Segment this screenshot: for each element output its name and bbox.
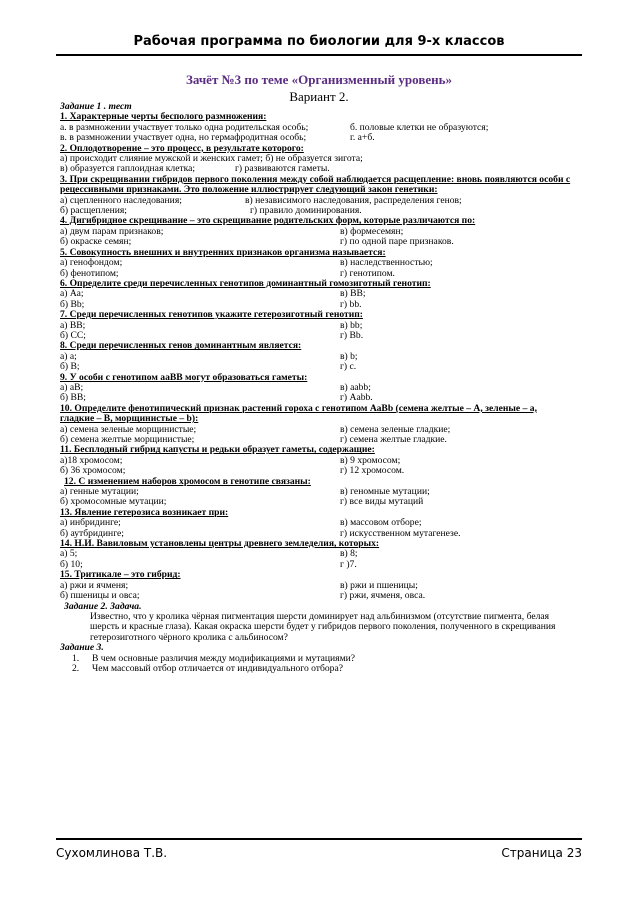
answer-option: г) 12 хромосом. [340, 466, 405, 477]
header-rule [56, 54, 582, 56]
task3-label: Задание 3. [60, 643, 104, 654]
answer-option: г) по одной паре признаков. [340, 237, 454, 248]
answer-row [60, 518, 578, 528]
question-8: 8. Среди перечисленных генов доминантным является: [60, 341, 302, 352]
answer-row [60, 196, 578, 206]
item-number: 1. [72, 653, 80, 664]
answer-row [60, 227, 578, 237]
answer-option: в) наследственностью; [340, 258, 433, 269]
question-11: 11. Бесплодный гибрид капусты и редьки образует гаметы, содержащие: [60, 445, 375, 456]
footer-rule [56, 838, 582, 840]
answer-row [60, 456, 578, 466]
answer-option: а) 5; [60, 549, 78, 560]
question-12: 12. С изменением наборов хромосом в генотипе связаны: [64, 476, 311, 487]
task2-text: Известно, что у кролика чёрная пигментация шерсти доминирует над альбинизмом (отсутствие пигмента, белая шерсть и красные глаза). Какая окраска шерсти будет у гибридов первого поколения, полученного в скрещивания гетерозиготного чёрного кролика с альбиносом? [90, 610, 556, 643]
answer-option: г. а+б. [350, 133, 375, 144]
task2-label: Задание 2. Задача. [64, 601, 142, 612]
answer-option: г) с. [340, 362, 357, 373]
answer-option: а) ржи и ячменя; [60, 580, 129, 591]
answer-option: б) Вb; [60, 299, 85, 310]
answer-row [60, 425, 578, 435]
answer-option: в. в размножении участвует одна, но гермафродитная особь; [60, 133, 307, 144]
answer-option: г )7. [340, 559, 357, 570]
answer-option: г) ржи, ячменя, овса. [340, 591, 426, 602]
answer-option: г) развиваются гаметы. [235, 164, 330, 175]
answer-option: а) генофондом; [60, 258, 123, 269]
answer-row [60, 487, 578, 497]
answer-option: а) генные мутации; [60, 487, 139, 498]
question-1: 1. Характерные черты бесполого размножения: [60, 112, 267, 123]
answer-row [60, 237, 578, 247]
answer-row [60, 393, 578, 403]
question-2: 2. Оплодотворение – это процесс, в результате которого: [60, 143, 304, 154]
answer-option: в) 9 хромосом; [340, 455, 401, 466]
question-3: 3. При скрещивании гибридов первого поколения между собой наблюдается расщепление: вновь появляются особи с [60, 174, 571, 185]
answer-option: б) 10; [60, 559, 83, 570]
answer-option: г) Вb. [340, 330, 364, 341]
question-10: 10. Определите фенотипический признак растений гороха с генотипом АаВb (семена желтые – А, зеленые – а, [60, 403, 537, 414]
task3-item [60, 654, 578, 664]
page-header: Рабочая программа по биологии для 9-х классов [133, 34, 505, 49]
answer-option: г) Aabb. [340, 393, 373, 404]
question-10-cont: гладкие – В, морщинистые – b): [60, 414, 199, 425]
answer-option: б) фенотипом; [60, 268, 119, 279]
answer-option: г) генотипом. [340, 268, 395, 279]
answer-option: в) образуется гаплоидная клетка; [60, 164, 196, 175]
answer-option: б) пшеницы и овса; [60, 591, 140, 602]
item-text: В чем основные различия между модификациями и мутациями? [92, 653, 356, 664]
test-title: Зачёт №3 по теме «Организменный уровень» [186, 72, 452, 87]
answer-row [60, 383, 578, 393]
answer-option: а) семена зеленые морщинистые; [60, 424, 197, 435]
answer-row [60, 321, 578, 331]
answer-row [60, 529, 578, 539]
answer-option: в) формесемян; [340, 226, 404, 237]
answer-option: в) bb; [340, 320, 363, 331]
answer-row [60, 331, 578, 341]
answer-option: б) аутбридинге; [60, 528, 124, 539]
answer-option: а) а; [60, 351, 77, 362]
answer-option: б) окраске семян; [60, 237, 132, 248]
answer-option: в) ржи и пшеницы; [340, 580, 418, 591]
answer-row [60, 466, 578, 476]
answer-option: а)18 хромосом; [60, 455, 123, 466]
answer-option: б) ВВ; [60, 393, 86, 404]
question-5: 5. Совокупность внешних и внутренних признаков организма называется: [60, 247, 386, 258]
answer-row [60, 435, 578, 445]
answer-option: в) 8; [340, 549, 358, 560]
answer-row [60, 123, 578, 133]
answer-row [60, 352, 578, 362]
answer-option: г) искусственном мутагенезе. [340, 528, 461, 539]
question-14: 14. Н.И. Вавиловым установлены центры древнего земледелия, которых: [60, 539, 380, 550]
answer-option: а) инбридинге; [60, 518, 121, 529]
answer-option: в) aabb; [340, 382, 371, 393]
answer-option: г) семена желтые гладкие. [340, 435, 447, 445]
answer-option: а. в размножении участвует только одна родительская особь; [60, 122, 309, 133]
answer-row [60, 206, 578, 216]
answer-option: а) Аа; [60, 289, 84, 300]
answer-row [60, 133, 578, 143]
answer-row: а) происходит слияние мужской и женских гамет; б) не образуется зигота; [60, 154, 363, 165]
task1-label: Задание 1 . тест [60, 102, 132, 112]
answer-option: б) 36 хромосом; [60, 466, 126, 477]
answer-option: г) bb. [340, 299, 362, 310]
answer-option: г) правило доминирования. [250, 206, 362, 217]
answer-option: б) СС; [60, 330, 86, 341]
answer-row [60, 300, 578, 310]
question-9: 9. У особи с генотипом ааВВ могут образоваться гаметы: [60, 372, 308, 383]
answer-row [60, 362, 578, 372]
answer-row [60, 258, 578, 268]
answer-option: в) семена зеленые гладкие; [340, 424, 451, 435]
answer-option: а) двум парам признаков; [60, 226, 164, 237]
answer-row [60, 549, 578, 559]
answer-option: б) семена желтые морщинистые; [60, 435, 195, 445]
answer-row [60, 289, 578, 299]
answer-option: б) В; [60, 362, 80, 373]
footer-page-number: Страница 23 [501, 846, 582, 860]
question-7: 7. Среди перечисленных генотипов укажите гетерозиготный генотип: [60, 310, 363, 321]
answer-option: б. половые клетки не образуются; [350, 122, 489, 133]
question-4: 4. Дигибридное скрещивание – это скрещивание родительских форм, которые различаются по: [60, 216, 476, 227]
answer-option: б) расщепления; [60, 206, 127, 217]
answer-option: г) все виды мутаций [340, 497, 424, 508]
variant-label: Вариант 2. [289, 89, 349, 104]
item-text: Чем массовый отбор отличается от индивидуального отбора? [92, 663, 343, 674]
test-content [60, 102, 578, 674]
question-3-cont: рецессивными признаками. Это положение иллюстрирует следующий закон генетики: [60, 185, 438, 196]
answer-row [60, 560, 578, 570]
answer-row [60, 581, 578, 591]
answer-option: в) независимого наследования, распределения генов; [245, 195, 462, 206]
answer-row [60, 497, 578, 507]
answer-option: а) сцепленного наследования; [60, 195, 182, 206]
answer-option: в) массовом отборе; [340, 518, 422, 529]
answer-option: в) геномные мутации; [340, 487, 430, 498]
question-6: 6. Определите среди перечисленных генотипов доминантный гомозиготный генотип: [60, 278, 431, 289]
answer-option: в) b; [340, 351, 358, 362]
answer-row [60, 591, 578, 601]
question-13: 13. Явление гетерозиса возникает при: [60, 507, 229, 518]
answer-option: б) хромосомные мутации; [60, 497, 167, 508]
question-15: 15. Тритикале – это гибрид: [60, 570, 181, 581]
answer-row [60, 269, 578, 279]
answer-option: а) ВВ; [60, 320, 86, 331]
task3-item [60, 664, 578, 674]
item-number: 2. [72, 663, 80, 674]
answer-option: в) ВВ; [340, 289, 366, 300]
answer-row [60, 164, 578, 174]
footer-author: Сухомлинова Т.В. [56, 846, 168, 860]
answer-option: а) аВ; [60, 382, 84, 393]
